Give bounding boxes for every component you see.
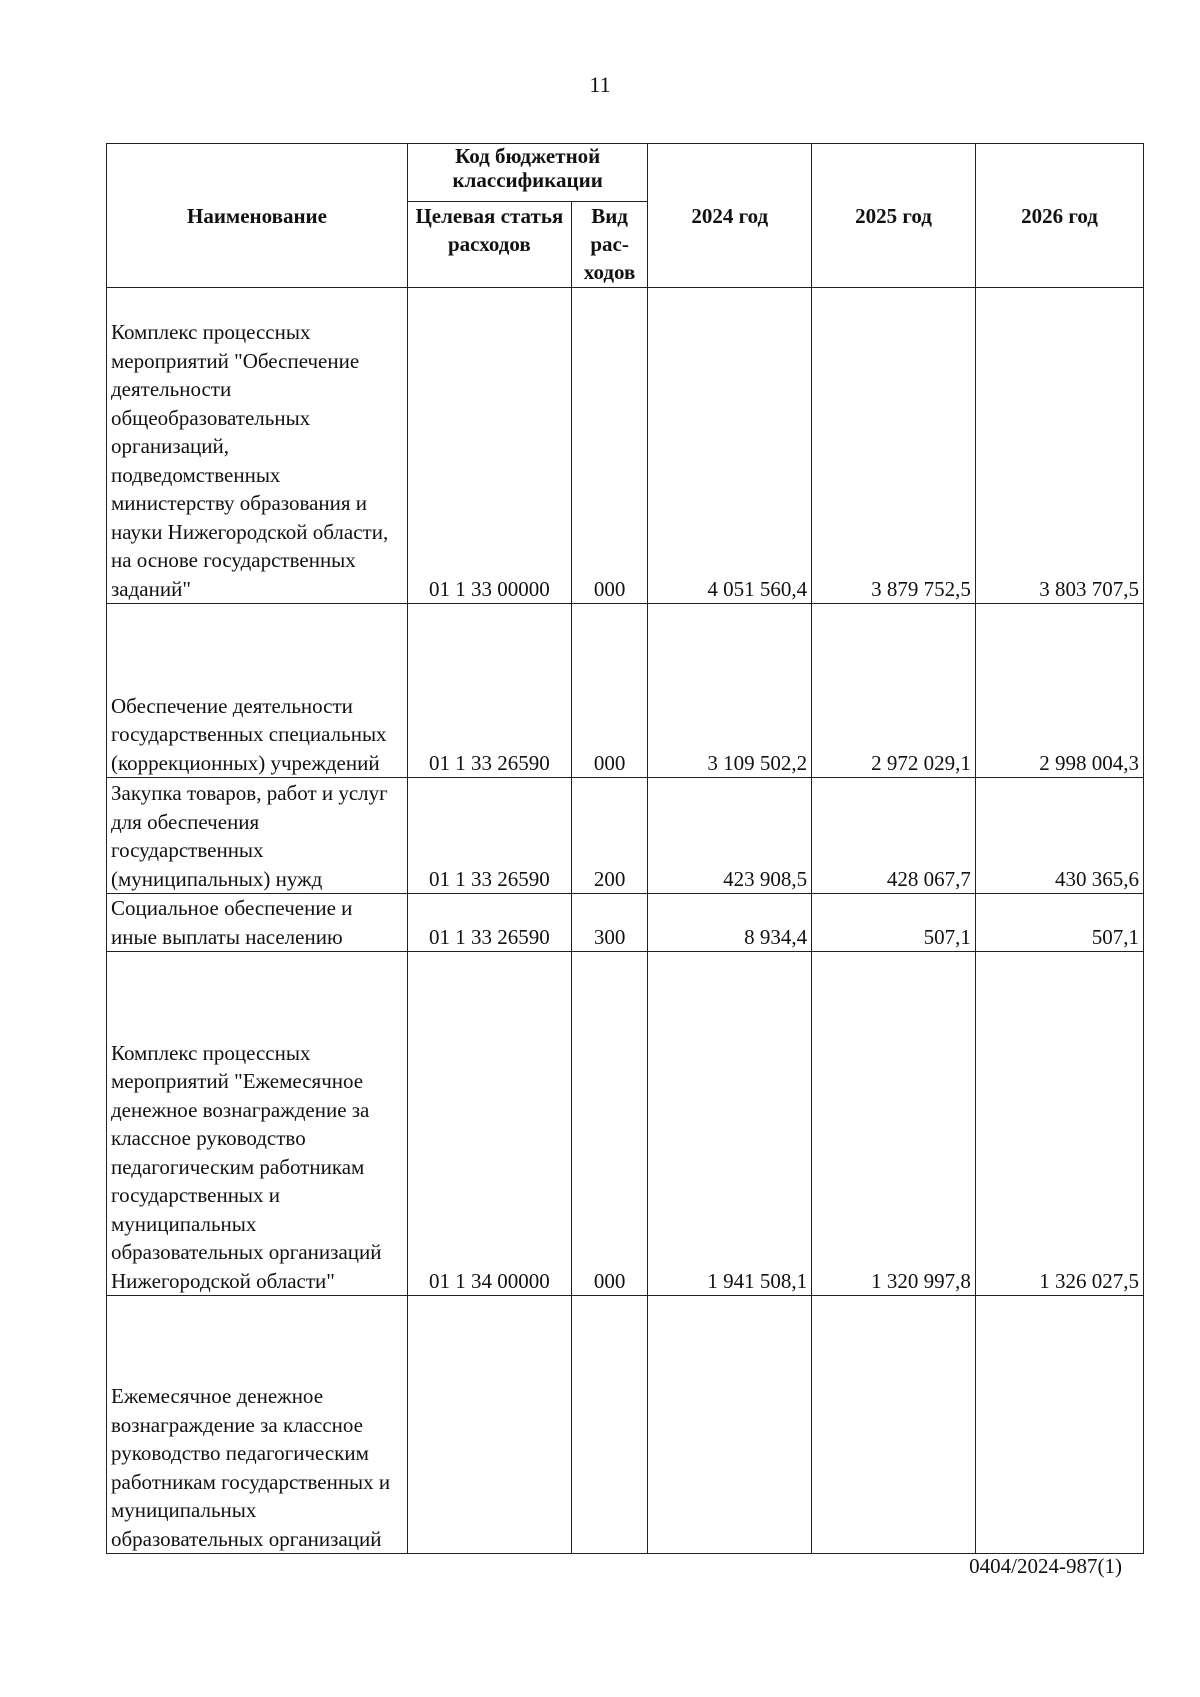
table-row [107,604,1144,778]
header-target: Целевая статья расходов [407,202,571,288]
row-name: Обеспечение деятельности государственных специальных (коррекционных) учреждений [107,604,408,778]
row-2024 [648,1296,812,1554]
table-row [107,288,1144,604]
budget-table [106,143,1144,1554]
row-2024: 1 941 508,1 [648,952,812,1296]
table-row [107,894,1144,952]
row-name: Комплекс процессных мероприятий "Ежемесячное денежное вознаграждение за классное руководство педагогическим работникам государственных и муниципальных образовательных организаций Нижегородской области" [107,952,408,1296]
row-kind: 200 [571,778,648,894]
header-name: Наименование [107,144,408,288]
row-2026: 507,1 [975,894,1143,952]
header-2024: 2024 год [648,144,812,288]
row-2025: 1 320 997,8 [812,952,976,1296]
row-code: 01 1 33 26590 [407,894,571,952]
row-2024: 3 109 502,2 [648,604,812,778]
row-kind: 300 [571,894,648,952]
header-2025: 2025 год [812,144,976,288]
table-row [107,952,1144,1296]
row-2024: 423 908,5 [648,778,812,894]
row-2025: 2 972 029,1 [812,604,976,778]
row-name: Комплекс процессных мероприятий "Обеспечение деятельности общеобразовательных организаций, подведомственных министерству образования и науки Нижегородской области, на основе государственных заданий" [107,288,408,604]
row-kind [571,1296,648,1554]
row-name: Социальное обеспечение и иные выплаты населению [107,894,408,952]
row-2025: 3 879 752,5 [812,288,976,604]
row-name: Ежемесячное денежное вознаграждение за классное руководство педагогическим работникам государственных и муниципальных образовательных организаций [107,1296,408,1554]
header-kind: Вид рас-ходов [571,202,648,288]
row-2024: 4 051 560,4 [648,288,812,604]
table-row [107,1296,1144,1554]
document-id: 0404/2024-987(1) [969,1554,1122,1578]
page-number: 11 [589,72,611,97]
row-2026 [975,1296,1143,1554]
row-code: 01 1 34 00000 [407,952,571,1296]
row-2026: 2 998 004,3 [975,604,1143,778]
row-code: 01 1 33 26590 [407,604,571,778]
row-code [407,1296,571,1554]
row-kind: 000 [571,288,648,604]
row-2025 [812,1296,976,1554]
header-2026: 2026 год [975,144,1143,288]
row-code: 01 1 33 26590 [407,778,571,894]
header-code-group: Код бюджетной классификации [407,144,647,202]
row-2024: 8 934,4 [648,894,812,952]
row-name: Закупка товаров, работ и услуг для обеспечения государственных (муниципальных) нужд [107,778,408,894]
row-kind: 000 [571,952,648,1296]
row-2025: 507,1 [812,894,976,952]
table-row [107,778,1144,894]
row-2026: 1 326 027,5 [975,952,1143,1296]
row-code: 01 1 33 00000 [407,288,571,604]
row-2025: 428 067,7 [812,778,976,894]
row-2026: 430 365,6 [975,778,1143,894]
row-kind: 000 [571,604,648,778]
row-2026: 3 803 707,5 [975,288,1143,604]
